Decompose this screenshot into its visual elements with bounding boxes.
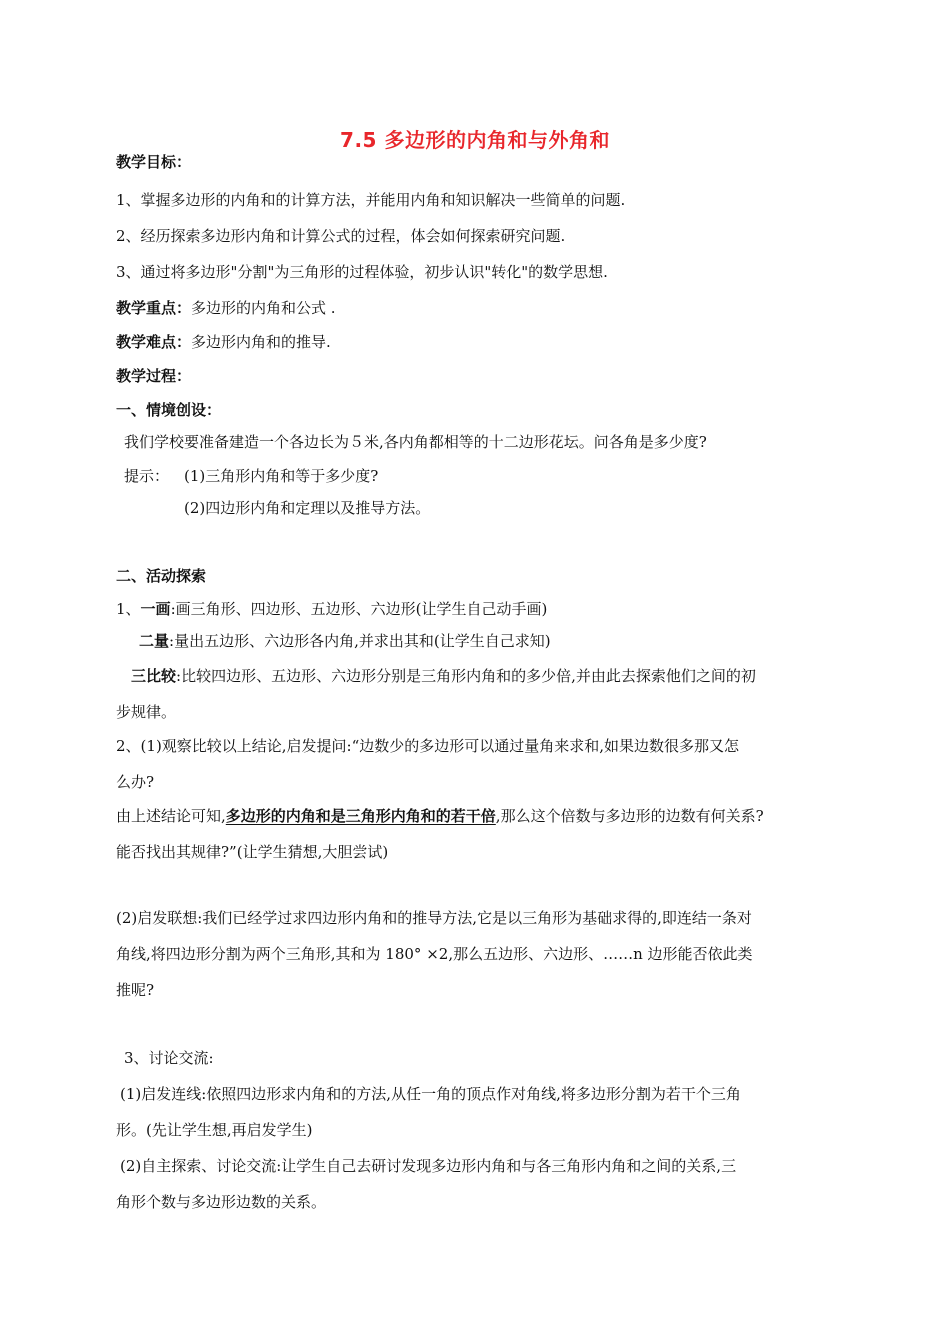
step-1-text: :画三角形、四边形、五边形、六边形(让学生自己动手画) [170, 600, 548, 618]
step-3-label: 三比较 [131, 667, 177, 685]
step-3 [131, 666, 756, 686]
section1-heading: 一、情境创设： [116, 401, 222, 419]
key-point [116, 298, 336, 318]
key-point-label: 教学重点： [116, 299, 192, 317]
step-1 [116, 599, 547, 619]
goal-item-2: 2、经历探索多边形内角和计算公式的过程，体会如何探索研究问题. [116, 227, 566, 245]
goals-heading: 教学目标： [116, 153, 192, 171]
question-2-line-3-pre: 由上述结论可知, [116, 807, 226, 825]
association-line-2: 角线,将四边形分割为两个三角形,其和为 180° ×2,那么五边形、六边形、……n 边形能否依此类 [116, 945, 753, 963]
key-point-text: 多边形的内角和公式 . [191, 299, 336, 317]
step-1-prefix: 1、 [116, 600, 141, 618]
page-title: 7.5 多边形的内角和与外角和 [340, 128, 610, 152]
key-conclusion: 多边形的内角和是三角形内角和的若干倍 [225, 807, 496, 825]
discussion-1-line-1: (1)启发连线:依照四边形求内角和的方法,从任一角的顶点作对角线,将多边形分割为若干个三角 [120, 1085, 741, 1103]
section1-question: 我们学校要准备建造一个各边长为５米,各内角都相等的十二边形花坛。问各角是多少度? [124, 433, 707, 451]
section3-heading: 3、讨论交流: [124, 1049, 214, 1067]
question-2-line-4: 能否找出其规律?”(让学生猜想,大胆尝试) [116, 843, 389, 861]
goal-item-1: 1、掌握多边形的内角和的计算方法，并能用内角和知识解决一些简单的问题. [116, 191, 626, 209]
goal-item-3: 3、通过将多边形"分割"为三角形的过程体验，初步认识"转化"的数学思想. [116, 263, 608, 281]
process-heading: 教学过程： [116, 367, 192, 385]
difficulty-text: 多边形内角和的推导. [191, 333, 331, 351]
question-2-line-1: 2、(1)观察比较以上结论,启发提问:“边数少的多边形可以通过量角来求和,如果边数很多那又怎 [116, 737, 740, 755]
question-2-line-3-post: ,那么这个倍数与多边形的边数有何关系? [495, 807, 764, 825]
discussion-1-line-2: 形。(先让学生想,再启发学生) [116, 1121, 313, 1139]
step-2-text: :量出五边形、六边形各内角,并求出其和(让学生自己求知) [169, 632, 551, 650]
association-line-1: (2)启发联想:我们已经学过求四边形内角和的推导方法,它是以三角形为基础求得的,即连结一条对 [116, 909, 752, 927]
step-2-label: 二量 [139, 632, 170, 650]
section2-heading: 二、活动探索 [116, 567, 207, 585]
step-2 [139, 631, 551, 651]
discussion-2-line-1: (2)自主探索、讨论交流:让学生自己去研讨发现多边形内角和与各三角形内角和之间的关系,三 [120, 1157, 737, 1175]
association-line-3: 推呢? [116, 981, 155, 999]
hint-2: (2)四边形内角和定理以及推导方法。 [184, 499, 431, 517]
question-2-line-3 [116, 806, 764, 826]
difficulty [116, 332, 331, 352]
step-3-continued: 步规律。 [116, 703, 177, 721]
hint-label: 提示： [124, 467, 170, 485]
difficulty-label: 教学难点： [116, 333, 192, 351]
step-3-text: :比较四边形、五边形、六边形分别是三角形内角和的多少倍,并由此去探索他们之间的初 [176, 667, 756, 685]
question-2-line-2: 么办? [116, 773, 155, 791]
hint-1: (1)三角形内角和等于多少度? [184, 467, 379, 485]
discussion-2-line-2: 角形个数与多边形边数的关系。 [116, 1193, 327, 1211]
step-1-label: 一画 [140, 600, 171, 618]
